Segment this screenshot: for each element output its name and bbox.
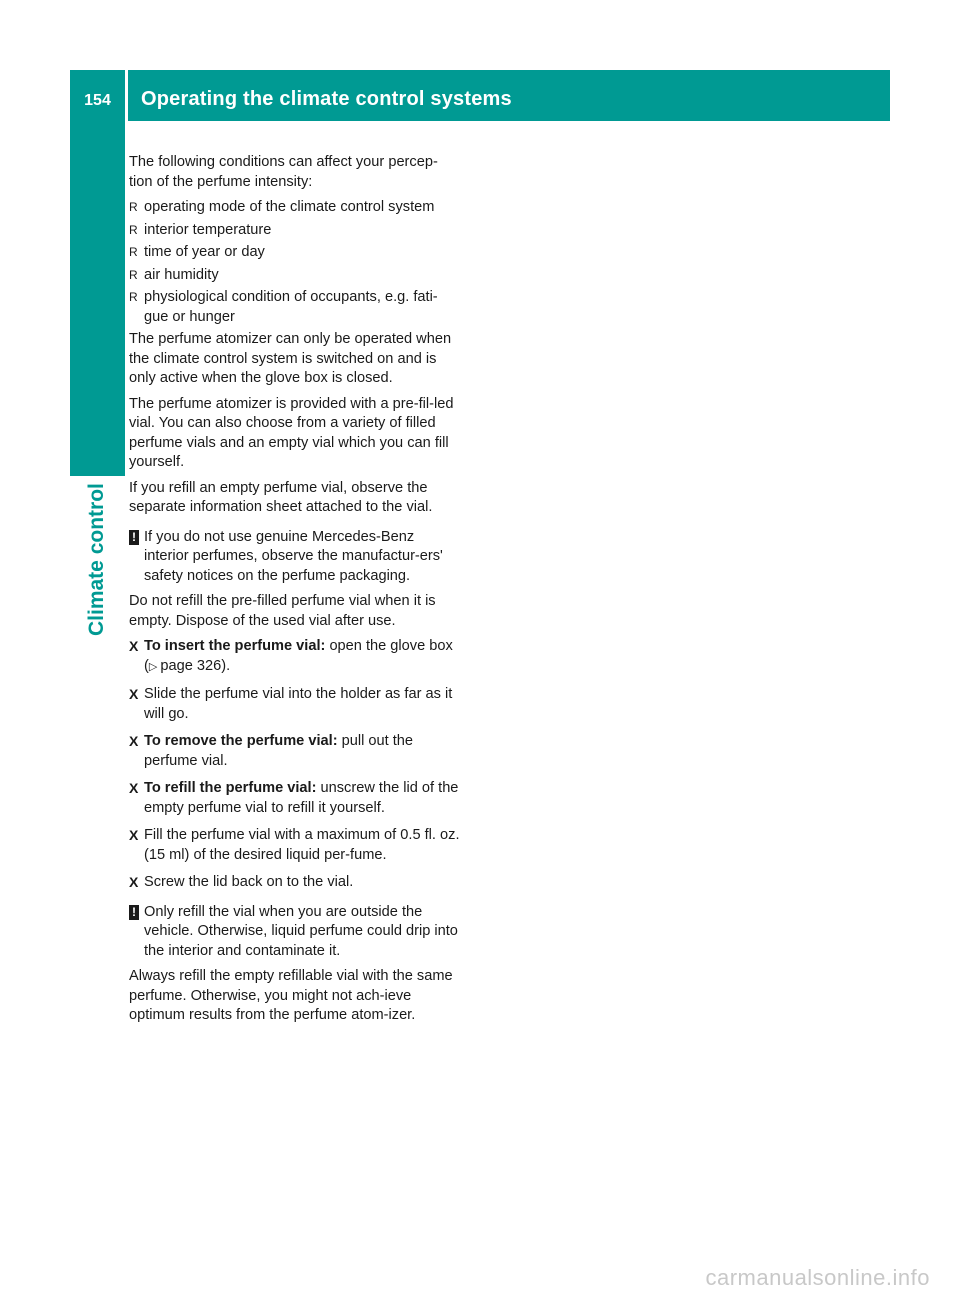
- warning-note: [129, 528, 461, 587]
- bullet-r-icon: R: [129, 267, 138, 282]
- side-accent-bar: [70, 121, 125, 476]
- page-number: 154: [84, 91, 111, 109]
- page-ref-arrow-icon: ▷: [148, 660, 161, 673]
- step-arrow-icon: X: [129, 827, 139, 843]
- step-text: unscrew the lid of the empty perfume vial to refill it yourself.: [144, 780, 459, 816]
- step-label: To insert the perfume vial:: [144, 638, 326, 654]
- step-text: Slide the perfume vial into the holder as far as it will go.: [144, 686, 453, 722]
- page-number-box: [70, 70, 125, 121]
- list-item: [129, 288, 461, 327]
- vial-paragraph: The perfume atomizer is provided with a pre-fil-led vial. You can also choose from a variety of filled perfume vials and an empty vial which you can fill yourself.: [129, 395, 454, 470]
- exclamation-icon: !: [129, 530, 139, 545]
- list-item-text: air humidity: [144, 266, 219, 283]
- list-item: [129, 221, 461, 241]
- step-text: Screw the lid back on to the vial.: [144, 874, 354, 890]
- step-label: To refill the perfume vial:: [144, 780, 317, 796]
- list-item-text: physiological condition of occupants, e.g. fati-gue or hunger: [144, 289, 438, 325]
- page-title: Operating the climate control systems: [141, 88, 512, 110]
- warning-note-text: Only refill the vial when you are outside the vehicle. Otherwise, liquid perfume could drip into the interior and contaminate it.: [144, 903, 458, 959]
- header-bar: [128, 70, 890, 121]
- conditions-list: [129, 198, 461, 327]
- warning-note: [129, 903, 461, 962]
- list-item: [129, 243, 461, 263]
- list-item: [129, 266, 461, 286]
- step-label: To remove the perfume vial:: [144, 733, 338, 749]
- step-arrow-icon: X: [129, 733, 139, 749]
- step-remove: [129, 732, 461, 771]
- step-insert: [129, 637, 461, 677]
- exclamation-icon: !: [129, 905, 139, 920]
- page-ref-link[interactable]: page 326).: [160, 657, 231, 674]
- warning-note-text: If you do not use genuine Mercedes-Benz interior perfumes, observe the manufactur-ers' safety notices on the perfume packaging.: [144, 528, 443, 584]
- bullet-r-icon: R: [129, 222, 138, 237]
- same-perfume-paragraph: Always refill the empty refillable vial with the same perfume. Otherwise, you might not ach-ieve optimum results from the perfume atom-izer.: [129, 968, 453, 1023]
- step-refill: [129, 779, 461, 818]
- step-fill: [129, 826, 461, 865]
- bullet-r-icon: R: [129, 245, 138, 259]
- step-arrow-icon: X: [129, 638, 139, 654]
- list-item-text: operating mode of the climate control system: [144, 199, 435, 215]
- bullet-r-icon: R: [129, 200, 138, 214]
- list-item-text: interior temperature: [144, 221, 272, 238]
- step-text: pull out the perfume vial.: [144, 733, 414, 769]
- step-slide: [129, 685, 461, 724]
- bullet-r-icon: R: [129, 290, 138, 304]
- watermark: carmanualsonline.info: [705, 1265, 930, 1290]
- step-text: open the glove box (: [144, 638, 453, 674]
- operation-paragraph: The perfume atomizer can only be operated when the climate control system is switched on and is only active when the glove box is closed.: [129, 331, 452, 386]
- list-item-text: time of year or day: [144, 244, 265, 260]
- intro-paragraph: The following conditions can affect your percep-tion of the perfume intensity:: [129, 154, 438, 190]
- list-item: [129, 198, 461, 218]
- step-arrow-icon: X: [129, 780, 139, 796]
- dispose-paragraph: Do not refill the pre-filled perfume vial when it is empty. Dispose of the used vial after use.: [129, 593, 436, 629]
- refill-info-paragraph: If you refill an empty perfume vial, observe the separate information sheet attached to the vial.: [129, 479, 433, 515]
- step-screw: [129, 873, 461, 893]
- main-content: [129, 153, 461, 1032]
- step-arrow-icon: X: [129, 874, 139, 890]
- section-tab-label: Climate control: [85, 483, 108, 636]
- step-text: Fill the perfume vial with a maximum of 0.5 fl. oz. (15 ml) of the desired liquid per-fume.: [144, 827, 460, 863]
- step-arrow-icon: X: [129, 686, 139, 702]
